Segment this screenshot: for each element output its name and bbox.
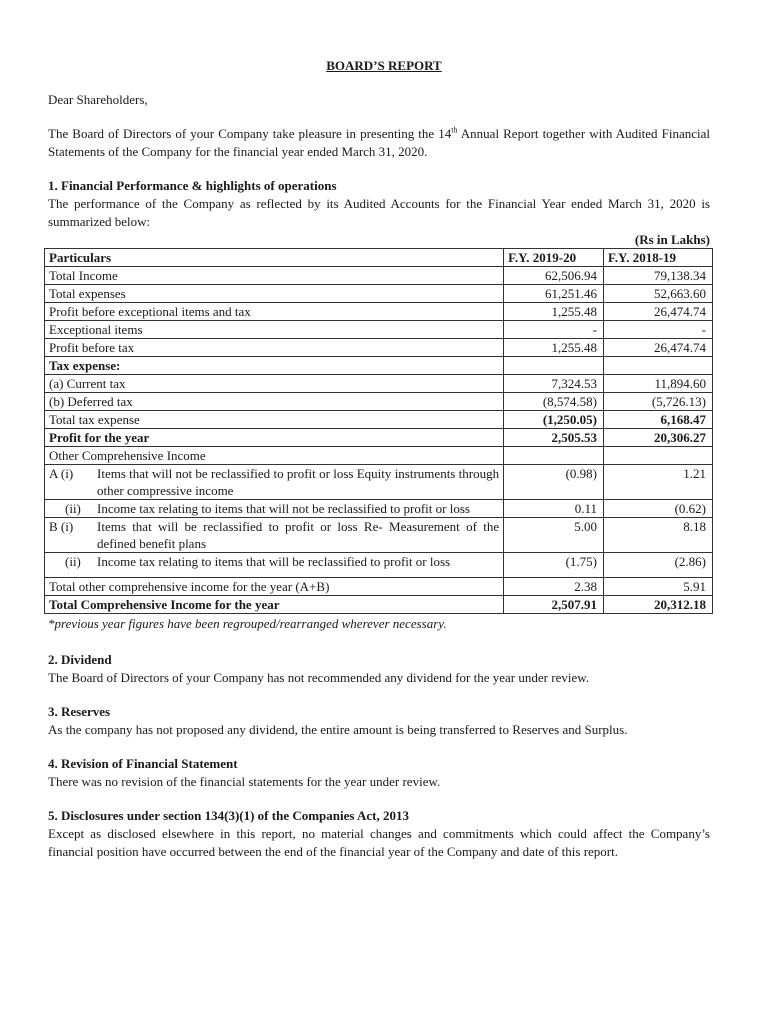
table-row: Total tax expense (1,250.05) 6,168.47	[45, 411, 713, 429]
table-row: (ii) Income tax relating to items that will be reclassified to profit or loss (1.75) (2.86)	[45, 553, 713, 578]
section-dividend	[48, 651, 710, 687]
table-row: Profit for the year 2,505.53 20,306.27	[45, 429, 713, 447]
table-row: Exceptional items - -	[45, 321, 713, 339]
table-row: Total Comprehensive Income for the year 2,507.91 20,312.18	[45, 596, 713, 614]
table-row: B (i) Items that will be reclassified to profit or loss Re- Measurement of the defined benefit plans 5.00 8.18	[45, 518, 713, 553]
financial-table	[44, 248, 713, 614]
table-row: (ii) Income tax relating to items that will not be reclassified to profit or loss 0.11 (0.62)	[45, 500, 713, 518]
table-row: A (i) Items that will not be reclassified to profit or loss Equity instruments through other compressive income (0.98) 1.21	[45, 465, 713, 500]
section-body: There was no revision of the financial statements for the year under review.	[48, 774, 441, 789]
section-financial-performance	[48, 177, 710, 633]
table-row: Other Comprehensive Income	[45, 447, 713, 465]
table-row: Total Income 62,506.94 79,138.34	[45, 267, 713, 285]
section-disclosures	[48, 807, 710, 861]
section-heading: 4. Revision of Financial Statement	[48, 756, 238, 771]
header-fy-2019-20: F.Y. 2019-20	[504, 249, 604, 267]
header-particulars: Particulars	[45, 249, 504, 267]
section-body: The Board of Directors of your Company has not recommended any dividend for the year under review.	[48, 670, 590, 685]
table-row: (a) Current tax 7,324.53 11,894.60	[45, 375, 713, 393]
intro-paragraph: The Board of Directors of your Company take pleasure in presenting the 14th Annual Report together with Audited Financial Statements of the Company for the financial year ended March 31, 2020.	[48, 125, 710, 159]
table-row: Tax expense:	[45, 357, 713, 375]
section-body: As the company has not proposed any dividend, the entire amount is being transferred to Reserves and Surplus.	[48, 722, 628, 737]
table-row: Total other comprehensive income for the year (A+B) 2.38 5.91	[45, 578, 713, 596]
report-title: BOARD’S REPORT	[326, 58, 442, 73]
section-heading: 1. Financial Performance & highlights of operations	[48, 178, 337, 193]
section-heading: 5. Disclosures under section 134(3)(1) of the Companies Act, 2013	[48, 808, 409, 823]
table-row: Profit before exceptional items and tax 1,255.48 26,474.74	[45, 303, 713, 321]
section-revision	[48, 755, 710, 791]
header-fy-2018-19: F.Y. 2018-19	[604, 249, 713, 267]
table-header-row	[45, 249, 713, 267]
table-row: (b) Deferred tax (8,574.58) (5,726.13)	[45, 393, 713, 411]
section-heading: 3. Reserves	[48, 704, 111, 719]
section-body: The performance of the Company as reflected by its Audited Accounts for the Financial Year ended March 31, 2020 is summarized below:	[48, 196, 710, 229]
section-reserves	[48, 703, 710, 739]
table-row: Profit before tax 1,255.48 26,474.74	[45, 339, 713, 357]
units-label: (Rs in Lakhs)	[634, 232, 710, 247]
section-heading: 2. Dividend	[48, 652, 112, 667]
table-row: Total expenses 61,251.46 52,663.60	[45, 285, 713, 303]
section-body: Except as disclosed elsewhere in this report, no material changes and commitments which could affect the Company’s financial position have occurred between the end of the financial year of the Company and date of this report.	[48, 826, 710, 859]
table-footnote: *previous year figures have been regrouped/rearranged wherever necessary.	[48, 616, 447, 631]
greeting: Dear Shareholders,	[48, 92, 148, 107]
